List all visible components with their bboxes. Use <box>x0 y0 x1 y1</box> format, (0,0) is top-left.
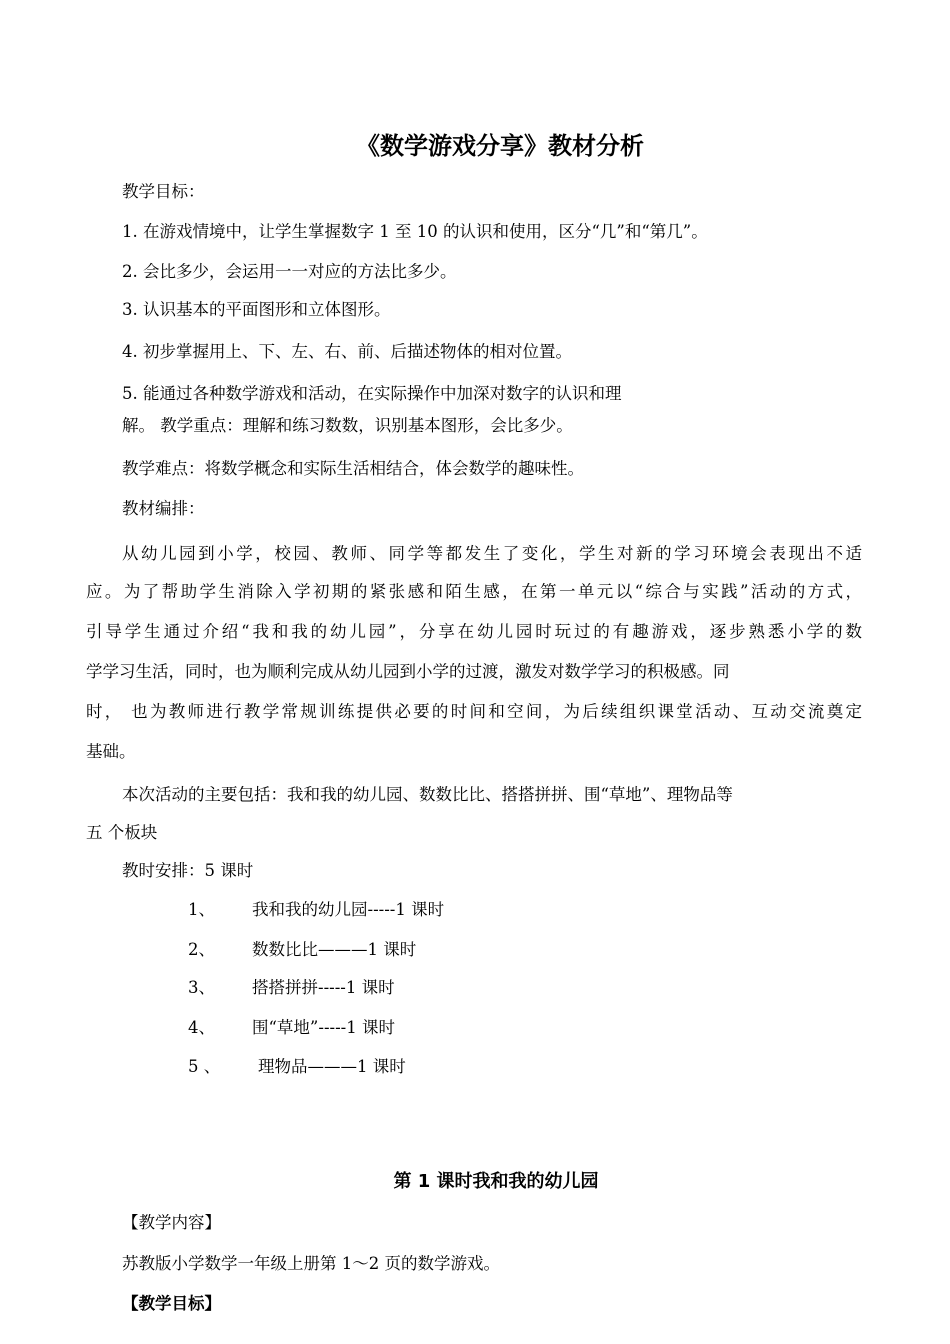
schedule-item-number: 1、 <box>188 900 215 919</box>
schedule-item-text: 理物品———1 课时 <box>258 1057 406 1076</box>
arrangement-heading: 教材编排： <box>122 499 205 518</box>
goal-item-5-continued: 解。 教学重点：理解和练习数数，识别基本图形，会比多少。 <box>122 416 573 435</box>
paragraph-line: 应。为了帮助学生消除入学初期的紧张感和陌生感，在第一单元以“综合与实践”活动的方式， <box>86 582 862 601</box>
content-heading: 【教学内容】 <box>122 1213 221 1232</box>
goals-heading: 教学目标： <box>122 182 205 201</box>
goal-item-4: 4. 初步掌握用上、下、左、右、前、后描述物体的相对位置。 <box>122 342 572 361</box>
paragraph-line: 本次活动的主要包括：我和我的幼儿园、数数比比、搭搭拼拼、围“草地”、理物品等 <box>122 785 733 804</box>
goal-item-2: 2. 会比多少，会运用一一对应的方法比多少。 <box>122 262 457 281</box>
schedule-item-text: 我和我的幼儿园-----1 课时 <box>252 900 445 919</box>
paragraph-line: 引导学生通过介绍“我和我的幼儿园”，分享在幼儿园时玩过的有趣游戏，逐步熟悉小学的数 <box>86 622 862 641</box>
document-title: 《数学游戏分享》教材分析 <box>356 132 644 160</box>
schedule-item-number: 5 、 <box>188 1057 221 1076</box>
schedule-item-number: 4、 <box>188 1018 215 1037</box>
paragraph-line: 五 个板块 <box>86 823 158 842</box>
schedule-heading: 教时安排：5 课时 <box>122 861 254 880</box>
goal-item-3: 3. 认识基本的平面图形和立体图形。 <box>122 300 391 319</box>
schedule-item-text: 搭搭拼拼-----1 课时 <box>252 978 395 997</box>
schedule-item-text: 数数比比———1 课时 <box>252 940 417 959</box>
schedule-item-text: 围“草地”-----1 课时 <box>252 1018 395 1037</box>
teaching-difficulty: 教学难点：将数学概念和实际生活相结合，体会数学的趣味性。 <box>122 459 584 478</box>
paragraph-line: 学学习生活，同时，也为顺利完成从幼儿园到小学的过渡，激发对数学学习的积极感。同 <box>86 662 730 681</box>
paragraph-line: 从幼儿园到小学，校园、教师、同学等都发生了变化，学生对新的学习环境会表现出不适 <box>122 544 862 563</box>
lesson-title: 第 1 课时我和我的幼儿园 <box>393 1171 599 1192</box>
objectives-heading: 【教学目标】 <box>122 1294 221 1313</box>
paragraph-line: 基础。 <box>86 742 136 761</box>
goal-item-5: 5. 能通过各种数学游戏和活动，在实际操作中加深对数字的认识和理 <box>122 384 622 403</box>
goal-item-1: 1. 在游戏情境中，让学生掌握数字 1 至 10 的认识和使用，区分“几”和“第几”。 <box>122 222 708 241</box>
paragraph-line: 时， 也为教师进行教学常规训练提供必要的时间和空间，为后续组织课堂活动、互动交流奠定 <box>86 702 862 721</box>
schedule-item-number: 2、 <box>188 940 215 959</box>
schedule-item-number: 3、 <box>188 978 215 997</box>
content-text: 苏教版小学数学一年级上册第 1～2 页的数学游戏。 <box>122 1254 500 1273</box>
